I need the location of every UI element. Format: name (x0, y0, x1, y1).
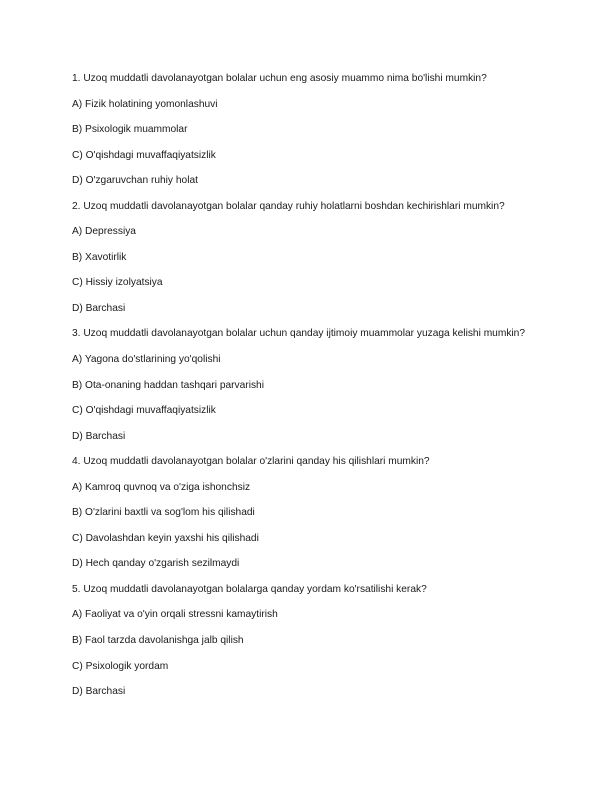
question-2-text: 2. Uzoq muddatli davolanayotgan bolalar qanday ruhiy holatlarni boshdan kechirishlari mumkin? (72, 200, 505, 212)
question-2-option-d: D) Barchasi (72, 302, 126, 314)
question-2-option-a: A) Depressiya (72, 226, 136, 238)
question-5-text: 5. Uzoq muddatli davolanayotgan bolalarga qanday yordam ko'rsatilishi kerak? (72, 583, 427, 595)
question-1-option-a: A) Fizik holatining yomonlashuvi (72, 98, 218, 110)
question-1-text: 1. Uzoq muddatli davolanayotgan bolalar uchun eng asosiy muammo nima bo'lishi mumkin? (72, 73, 487, 84)
question-5-option-b: B) Faol tarzda davolanishga jalb qilish (72, 635, 244, 647)
question-4-text: 4. Uzoq muddatli davolanayotgan bolalar o'zlarini qanday his qilishlari mumkin? (72, 456, 430, 468)
question-1-option-c: C) O'qishdagi muvaffaqiyatsizlik (72, 149, 216, 161)
question-1-option-b: B) Psixologik muammolar (72, 124, 188, 136)
question-3-text: 3. Uzoq muddatli davolanayotgan bolalar uchun qanday ijtimoiy muammolar yuzaga kelishi mumkin? (72, 328, 526, 340)
question-4-option-b: B) O'zlarini baxtli va sog'lom his qilishadi (72, 507, 255, 519)
question-2-option-b: B) Xavotirlik (72, 251, 127, 263)
question-3-option-b: B) Ota-onaning haddan tashqari parvarishi (72, 379, 264, 391)
question-1-option-d: D) O'zgaruvchan ruhiy holat (72, 175, 198, 187)
question-3-option-a: A) Yagona do'stlarining yo'qolishi (72, 354, 221, 366)
question-4-option-c: C) Davolashdan keyin yaxshi his qilishadi (72, 532, 259, 544)
question-3-option-c: C) O'qishdagi muvaffaqiyatsizlik (72, 405, 216, 417)
question-5-option-c: C) Psixologik yordam (72, 660, 169, 672)
question-4-option-a: A) Kamroq quvnoq va o'ziga ishonchsiz (72, 481, 251, 493)
question-3-option-d: D) Barchasi (72, 430, 126, 442)
question-2-option-c: C) Hissiy izolyatsiya (72, 277, 163, 289)
question-5-option-d: D) Barchasi (72, 686, 126, 698)
question-5-option-a: A) Faoliyat va o'yin orqali stressni kamaytirish (72, 609, 278, 621)
question-list (72, 70, 552, 709)
question-4-option-d: D) Hech qanday o'zgarish sezilmaydi (72, 558, 240, 570)
